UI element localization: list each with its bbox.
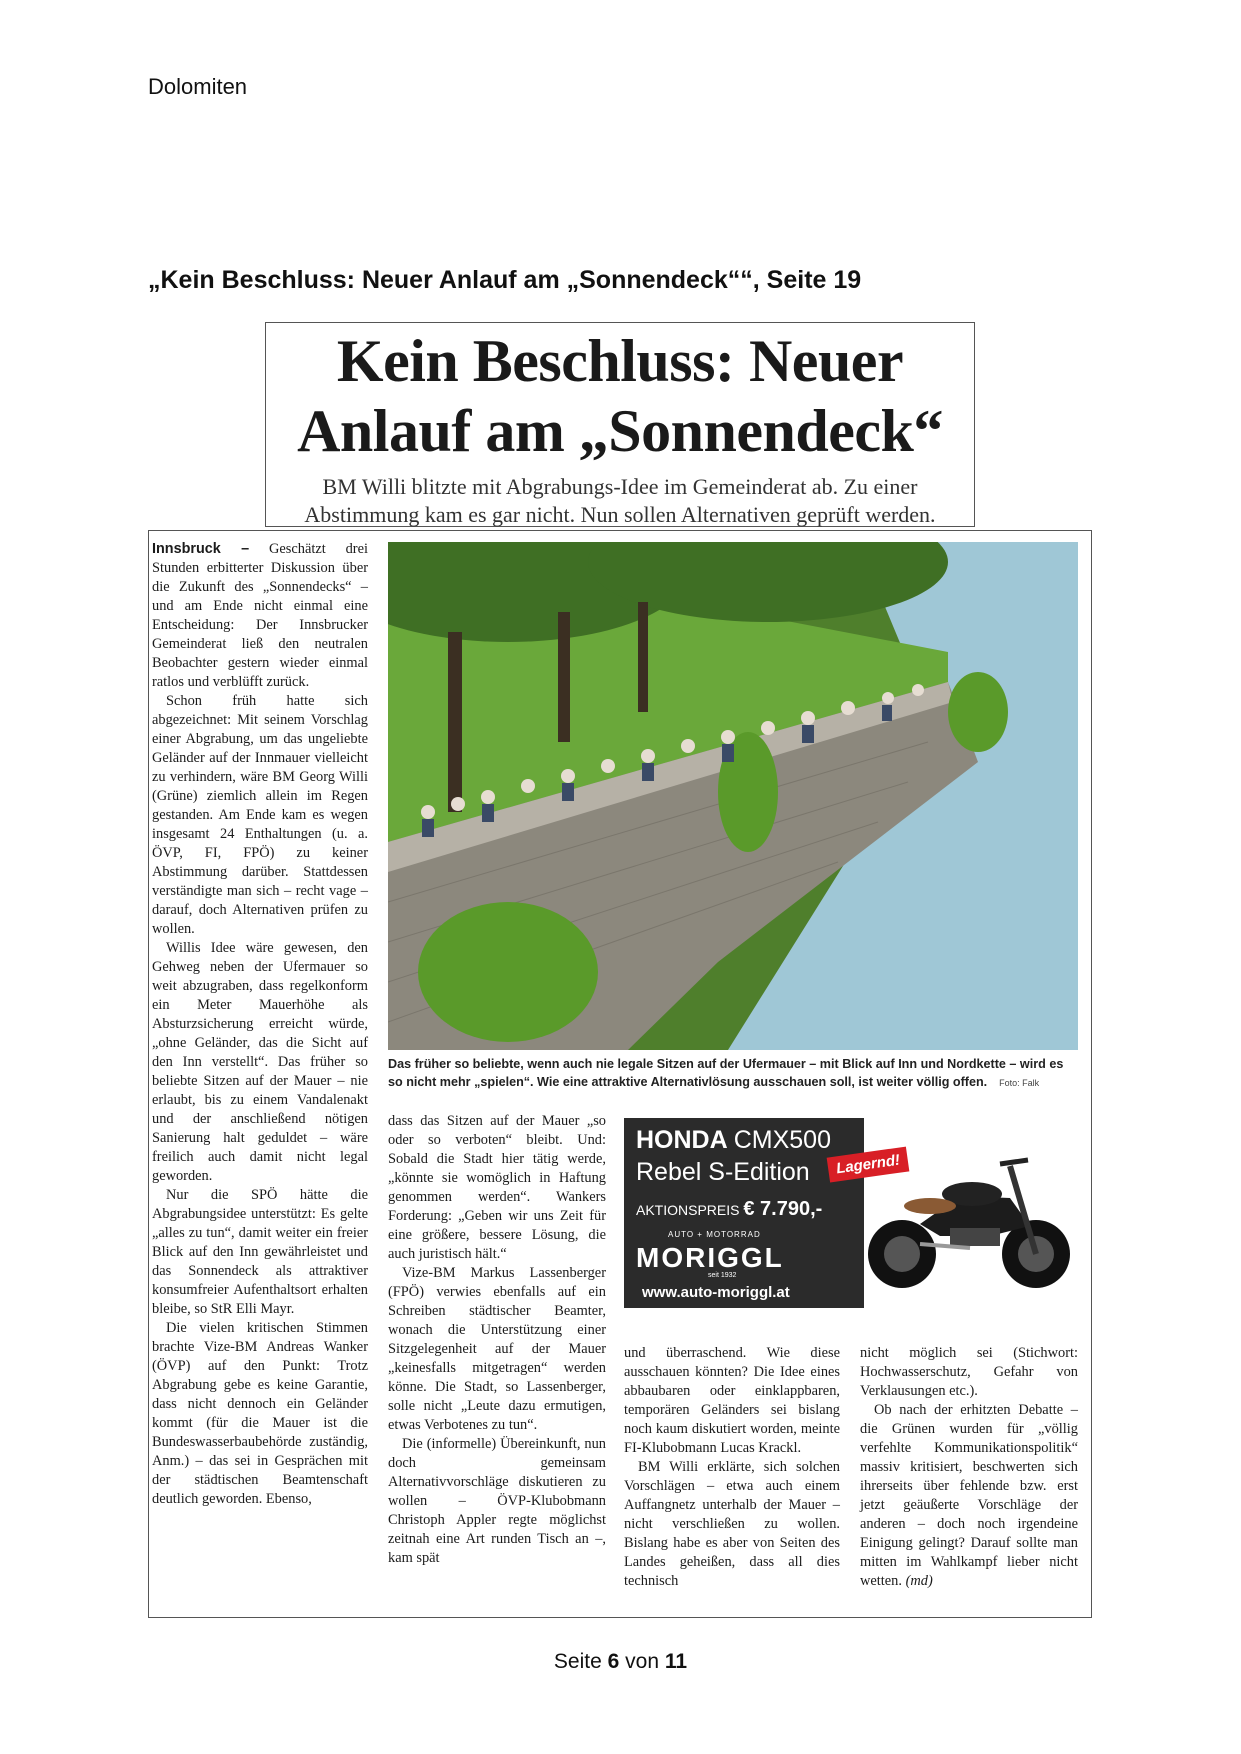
footer-current-page: 6 (607, 1650, 620, 1673)
ad-dealer-since: seit 1932 (708, 1272, 737, 1279)
column-3 (624, 1344, 840, 1591)
ad-dealer-tagline: AUTO + MOTORRAD (668, 1230, 761, 1239)
paragraph: BM Willi erklärte, sich solchen Vorschlägen – etwa auch einem Auffangnetz unterhalb der Mauer – nicht verschließen zu wollen. Bislang habe es aber von Seiten des Landes geheißen, dass all dies technisch (624, 1459, 840, 1589)
paragraph: Vize-BM Markus Lassenberger (FPÖ) verwies ebenfalls auf ein Schreiben städtischer Beamter, wonach die Unterstützung einer Sitzgelegenheit auf der Mauer „keinesfalls mitgetragen“ werden könne. Die Stadt, so Lassenberger, solle nicht „Leute dazu ermutigen, etwas Verbotenes zu tun“. (388, 1265, 606, 1433)
author-signature: (md) (905, 1573, 933, 1589)
advertisement[interactable] (624, 1118, 1078, 1308)
column-4 (860, 1344, 1078, 1591)
ad-price-label: AKTIONSPREIS (636, 1202, 740, 1218)
riverbank-photo (388, 542, 1078, 1050)
paragraph: Die (informelle) Übereinkunft, nun doch gemeinsam Alternativvorschläge diskutieren zu wollen – ÖVP-Klubobmann Christoph Appler regte möglichst zeitnah eine Art runden Tisch an –, kam spät (388, 1436, 606, 1566)
footer-middle: von (625, 1650, 660, 1673)
headline-line-1: Kein Beschluss: Neuer (336, 328, 904, 394)
dateline: Innsbruck – (152, 541, 250, 557)
source-name: Dolomiten (148, 74, 248, 99)
footer-total-pages: 11 (664, 1650, 688, 1673)
paragraph: Die vielen kritischen Stimmen brachte Vize-BM Andreas Wanker (ÖVP) auf den Punkt: Trotz Abgrabung gebe es keine Garantie, dass nicht dennoch ein Geländer kommt (für die Mauer ist die Bundeswasserbaubehörde zuständig, Anm.) – das sei in Gesprächen mit der städtischen Beamtenschaft deutlich geworden. Ebenso, (152, 1320, 368, 1507)
ad-stock-stamp: Lagernd! (827, 1147, 910, 1183)
motorcycle-icon (860, 1136, 1078, 1296)
ad-price (636, 1198, 822, 1221)
column-2 (388, 1112, 606, 1568)
photo-caption (388, 1055, 1078, 1092)
column-1 (152, 540, 368, 1509)
ad-brand-name: HONDA (636, 1126, 727, 1154)
ad-price-value: € 7.790,- (743, 1198, 823, 1220)
page-footer (0, 1650, 1241, 1674)
caption-text: Das früher so beliebte, wenn auch nie legale Sitzen auf der Ufermauer – mit Blick auf Inn und Nordkette – wird es so nicht mehr „spielen“. Wie eine attraktive Alternativlösung ausschauen soll, ist weiter völlig offen. (388, 1057, 1064, 1089)
paragraph: und überraschend. Wie diese ausschauen könnten? Die Idee eines abbaubaren oder einklappbaren, temporären Geländers sei bislang noch kaum diskutiert worden, meinte FI-Klubobmann Lucas Krackl. (624, 1345, 840, 1456)
paragraph: dass das Sitzen auf der Mauer „so oder so verboten“ bleibt. Und: Sobald die Stadt hier tätig werde, „könnte sie womöglich in Haftung genommen werden“. Wankers Forderung: „Geben wir uns Zeit für eine größere, bessere Lösung, die auch juristisch hält.“ (388, 1113, 606, 1262)
ad-model: CMX500 (733, 1126, 831, 1154)
footer-prefix: Seite (553, 1650, 602, 1673)
paragraph: Willis Idee wäre gewesen, den Gehweg neben der Ufermauer so weit abzugraben, dass regelkonform ein Meter Mauerhöhe als Absturzsicherung erreicht würde, „ohne Geländer, das die Sicht auf den Inn verstellt“. Das früher so beliebte Sitzen auf der Mauer – nie erlaubt, bis zu einem Vandalenakt und der anschließend nötigen Sanierung halt geduldet – wäre freilich auch damit nicht legal geworden. (152, 940, 368, 1184)
paragraph-text: Geschätzt drei Stunden erbitterter Diskussion über die Zukunft des „Sonnendecks“ – und am Ende nicht einmal eine Entscheidung: Der Innsbrucker Gemeinderat ließ den neutralen Beobachter gestern wieder einmal ratlos und verblüfft zurück. (152, 541, 368, 690)
paragraph-text: Ob nach der erhitzten Debatte – die Grünen wurden für „völlig verfehlte Kommunikationspolitik“ massiv kritisiert, beschwerten sich ihrerseits über fehlende bzw. erst jetzt geäußerte Vorschläge der anderen – doch noch irgendeine Einigung gelingt? Darauf sollte man mitten im Wahlkampf lieber nicht wetten. (860, 1402, 1078, 1589)
paragraph: Schon früh hatte sich abgezeichnet: Mit seinem Vorschlag einer Abgrabung, um das ungeliebte Geländer auf der Innmauer vielleicht zu verhindern, wäre BM Georg Willi (Grüne) ziemlich allein im Regen gestanden. Am Ende kam es wegen insgesamt 24 Enthaltungen (u. a. ÖVP, FI, FPÖ) zu keiner Abstimmung darüber. Stattdessen verständigte man sich – recht vage – darauf, doch Alternativen prüfen zu wollen. (152, 693, 368, 937)
paragraph: Nur die SPÖ hätte die Abgrabungsidee unterstützt: Es gelte „alles zu tun“, damit weiter ein freier Blick auf den Inn gewährleistet und das Sonnendeck als attraktiver konsumfreier Aufenthaltsort erhalten bleibe, so StR Elli Mayr. (152, 1187, 368, 1317)
paragraph (152, 540, 368, 692)
headline-line-2: Anlauf am „Sonnendeck“ (297, 398, 943, 464)
headline-box (265, 322, 975, 527)
ad-edition: Rebel S-Edition (636, 1158, 810, 1186)
ad-brand (636, 1126, 831, 1155)
photo-credit: Foto: Falk (999, 1078, 1040, 1088)
photo-illustration (388, 542, 1078, 1050)
paragraph (860, 1401, 1078, 1591)
paragraph: nicht möglich sei (Stichwort: Hochwasserschutz, Gefahr von Verklausungen etc.). (860, 1345, 1078, 1399)
ad-dealer-logo: MORIGGL (636, 1242, 784, 1273)
ad-url-link[interactable]: www.auto-moriggl.at (642, 1284, 790, 1301)
subtitle: BM Willi blitzte mit Abgrabungs-Idee im Gemeinderat ab. Zu einer Abstimmung kam es gar nicht. Nun sollen Alternativen geprüft werden. (304, 474, 936, 527)
reference-title: „Kein Beschluss: Neuer Anlauf am „Sonnendeck““, Seite 19 (148, 266, 862, 294)
